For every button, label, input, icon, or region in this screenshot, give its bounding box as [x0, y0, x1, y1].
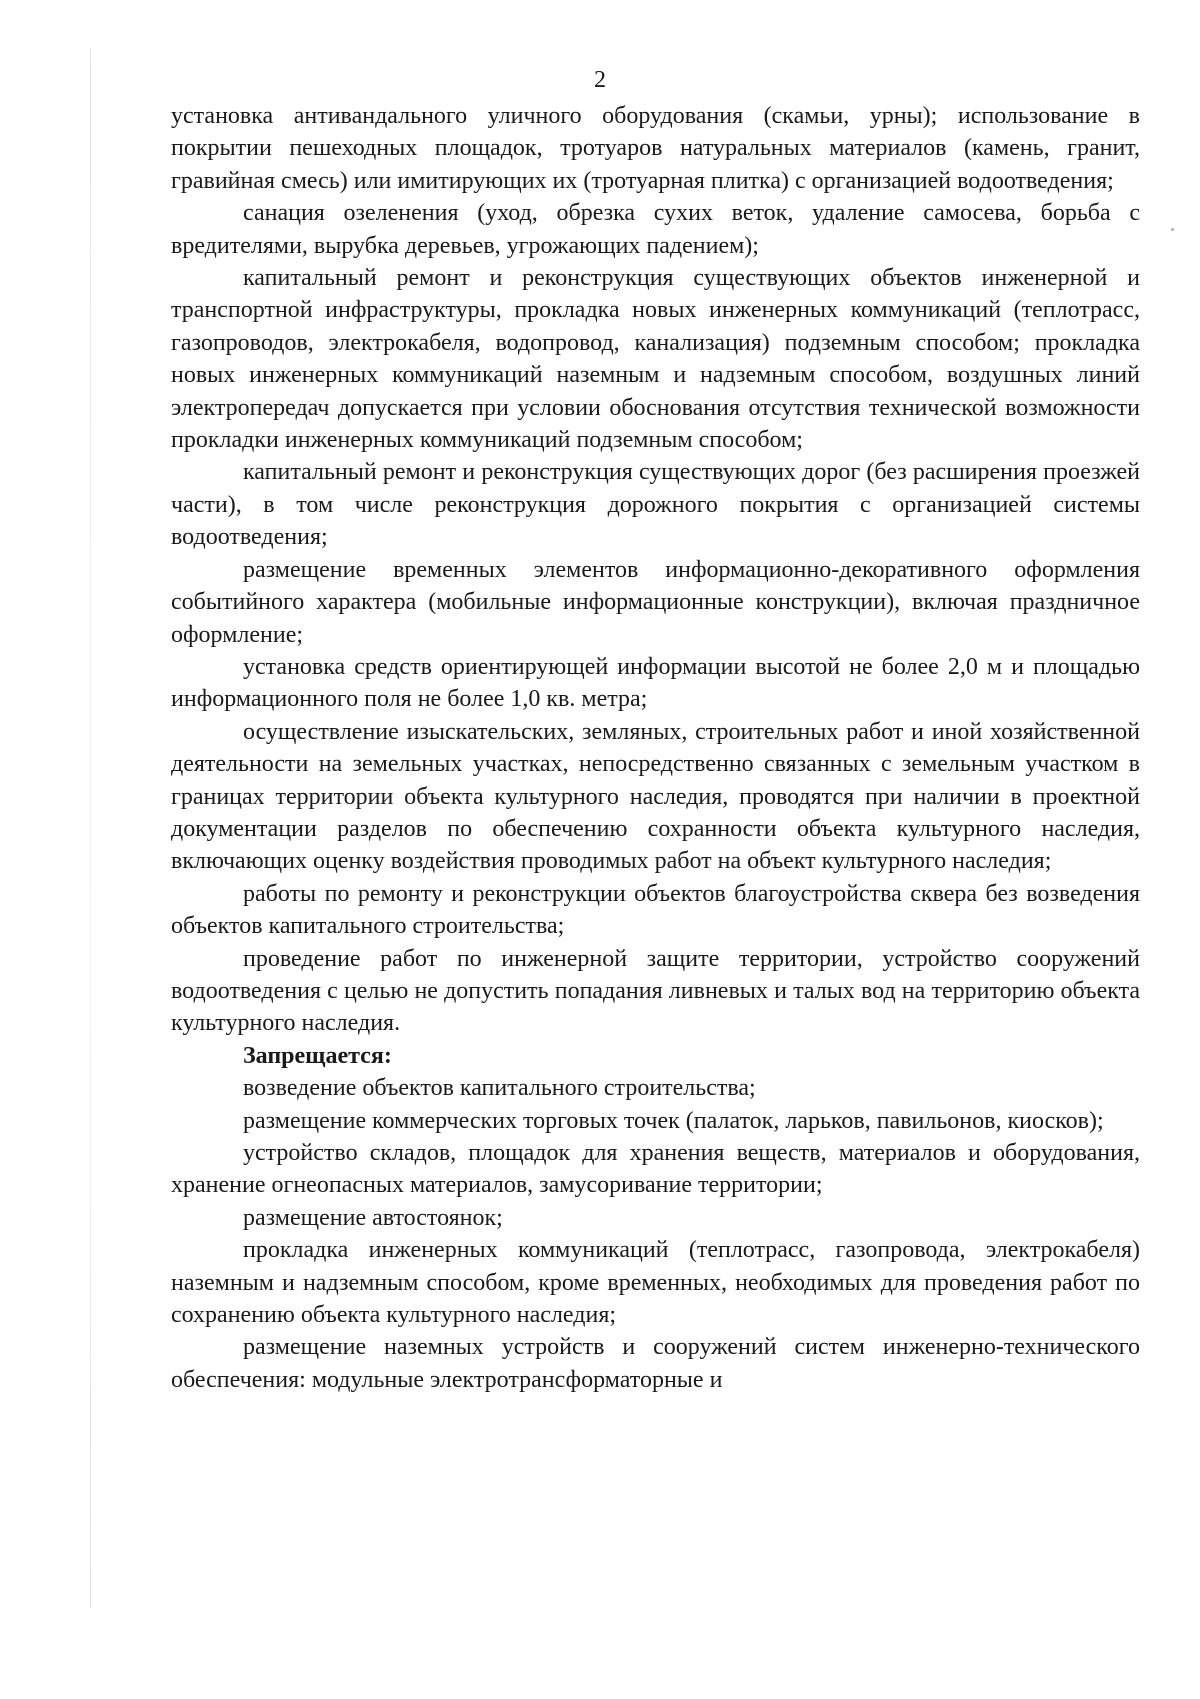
- paragraph: проведение работ по инженерной защите территории, устройство сооружений водоотведения с целью не допустить попадания ливневых и талых вод на территорию объекта культурного наследия.: [171, 945, 1140, 1037]
- prohibited-item: размещение наземных устройств и сооружений систем инженерно-технического обеспечения: модульные электротрансформаторные и: [171, 1334, 1140, 1393]
- page-number: 2: [594, 67, 606, 93]
- scan-dot: [1171, 228, 1174, 231]
- paragraph: установка антивандального уличного оборудования (скамьи, урны); использование в покрытии пешеходных площадок, тротуаров натуральных материалов (камень, гранит, гравийная смесь) или имитирующих их (тротуарная плитка) с организацией водоотведения;: [171, 103, 1140, 194]
- scan-edge-line: [90, 48, 91, 1608]
- paragraph: капитальный ремонт и реконструкция существующих дорог (без расширения проезжей части), в том числе реконструкция дорожного покрытия с организацией системы водоотведения;: [171, 459, 1140, 551]
- paragraph: санация озеленения (уход, обрезка сухих веток, удаление самосева, борьба с вредителями, вырубка деревьев, угрожающих падением);: [171, 200, 1140, 259]
- paragraph: работы по ремонту и реконструкции объектов благоустройства сквера без возведения объектов капитального строительства;: [171, 880, 1140, 940]
- paragraph: капитальный ремонт и реконструкция существующих объектов инженерной и транспортной инфраструктуры, прокладка новых инженерных коммуникаций (теплотрасс, газопроводов, электрокабеля, водопровод, канализация) подземным способом; прокладка новых инженерных коммуникаций наземным и надземным способом, воздушных линий электропередач допускается при условии обоснования отсутствия технической возможности прокладки инженерных коммуникаций подземным способом;: [171, 265, 1140, 454]
- paragraph: установка средств ориентирующей информации высотой не более 2,0 м и площадью информационного поля не более 1,0 кв. метра;: [171, 653, 1140, 713]
- prohibited-item: устройство складов, площадок для хранения веществ, материалов и оборудования, хранение огнеопасных материалов, замусоривание территории;: [171, 1140, 1140, 1199]
- prohibited-item: возведение объектов капитального строительства;: [243, 1075, 756, 1102]
- prohibited-item: размещение коммерческих торговых точек (палаток, ларьков, павильонов, киосков);: [243, 1107, 1104, 1134]
- prohibited-item: прокладка инженерных коммуникаций (теплотрасс, газопровода, электрокабеля) наземным и надземным способом, кроме временных, необходимых для проведения работ по сохранению объекта культурного наследия;: [171, 1237, 1140, 1329]
- prohibited-heading: Запрещается:: [243, 1042, 392, 1069]
- prohibited-item: размещение автостоянок;: [243, 1204, 503, 1231]
- paragraph: размещение временных элементов информационно-декоративного оформления событийного характера (мобильные информационные конструкции), включая праздничное оформление;: [171, 556, 1140, 648]
- paragraph: осуществление изыскательских, земляных, строительных работ и иной хозяйственной деятельности на земельных участках, непосредственно связанных с земельным участком в границах территории объекта культурного наследия, проводятся при наличии в проектной документации разделов по обеспечению сохранности объекта культурного наследия, включающих оценку воздействия проводимых работ на объект культурного наследия;: [171, 718, 1140, 875]
- document-body: [171, 100, 1140, 1396]
